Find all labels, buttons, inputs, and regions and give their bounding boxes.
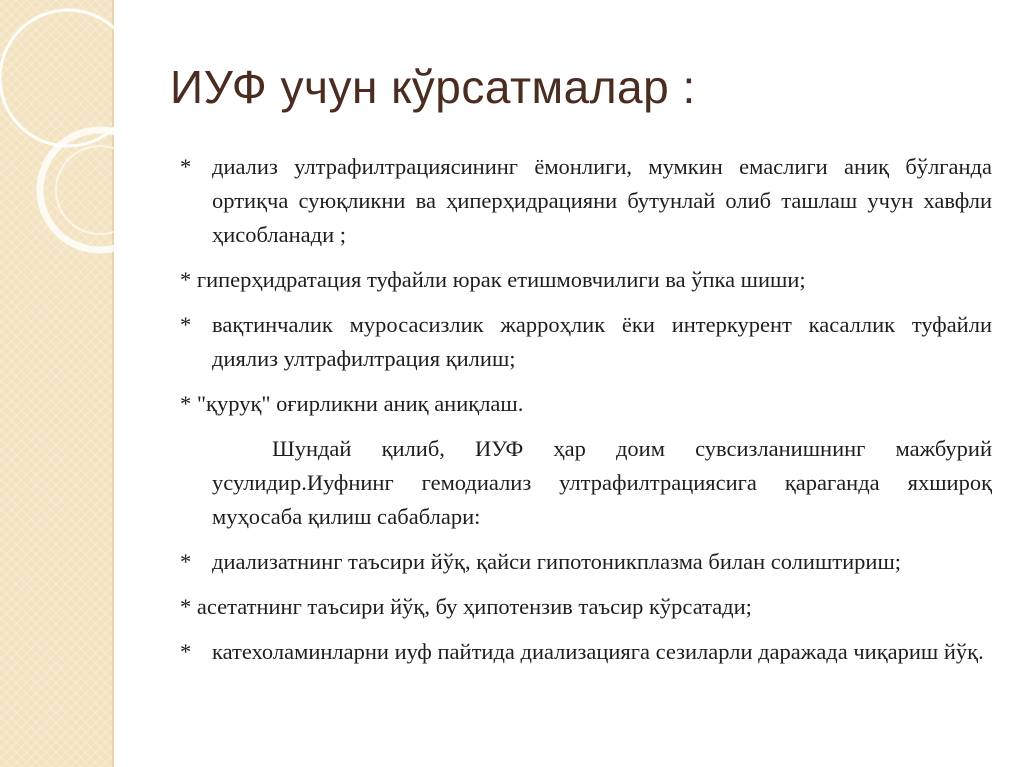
list-item	[180, 545, 992, 579]
list-item	[180, 635, 992, 669]
decorative-circles	[0, 0, 140, 330]
list-item	[180, 150, 992, 252]
slide-title: ИУФ учун кўрсатмалар :	[170, 61, 696, 113]
bullet-marker: *	[180, 639, 192, 664]
list-item-text: диализатнинг таъсири йўқ, қайси гипотоникплазма билан солиштириш;	[212, 549, 902, 574]
bullet-marker: *	[180, 549, 192, 574]
bullet-marker: *	[180, 154, 192, 179]
slide-body	[180, 150, 992, 680]
list-item: * "қуруқ" оғирликни аниқ аниқлаш.	[180, 391, 524, 416]
summary-paragraph: Шундай қилиб, ИУФ ҳар доим сувсизланишнинг мажбурий усулидир.Иуфнинг гемодиализ ултрафилтрациясига қараганда яхшироқ муҳосаба қилиш сабаблари:	[212, 436, 992, 529]
list-item-text: катехоламинларни иуф пайтида диализацияга сезиларли даражада чиқариш йўқ.	[212, 639, 984, 664]
bullet-marker: *	[180, 312, 192, 337]
list-item-text: вақтинчалик муросасизлик жарроҳлик ёки интеркурент касаллик туфайли диялиз ултрафилтрация қилиш;	[212, 312, 992, 371]
list-item-text: диализ ултрафилтрациясининг ёмонлиги, мумкин емаслиги аниқ бўлганда ортиқча суюқликни ва ҳиперҳидрацияни бутунлай олиб ташлаш учун хавфли ҳисобланади ;	[212, 154, 992, 247]
list-item: * асетатнинг таъсири йўқ, бу ҳипотензив таъсир кўрсатади;	[180, 594, 752, 619]
list-item: * гиперҳидратация туфайли юрак етишмовчилиги ва ўпка шиши;	[180, 267, 806, 292]
list-item	[180, 308, 992, 376]
